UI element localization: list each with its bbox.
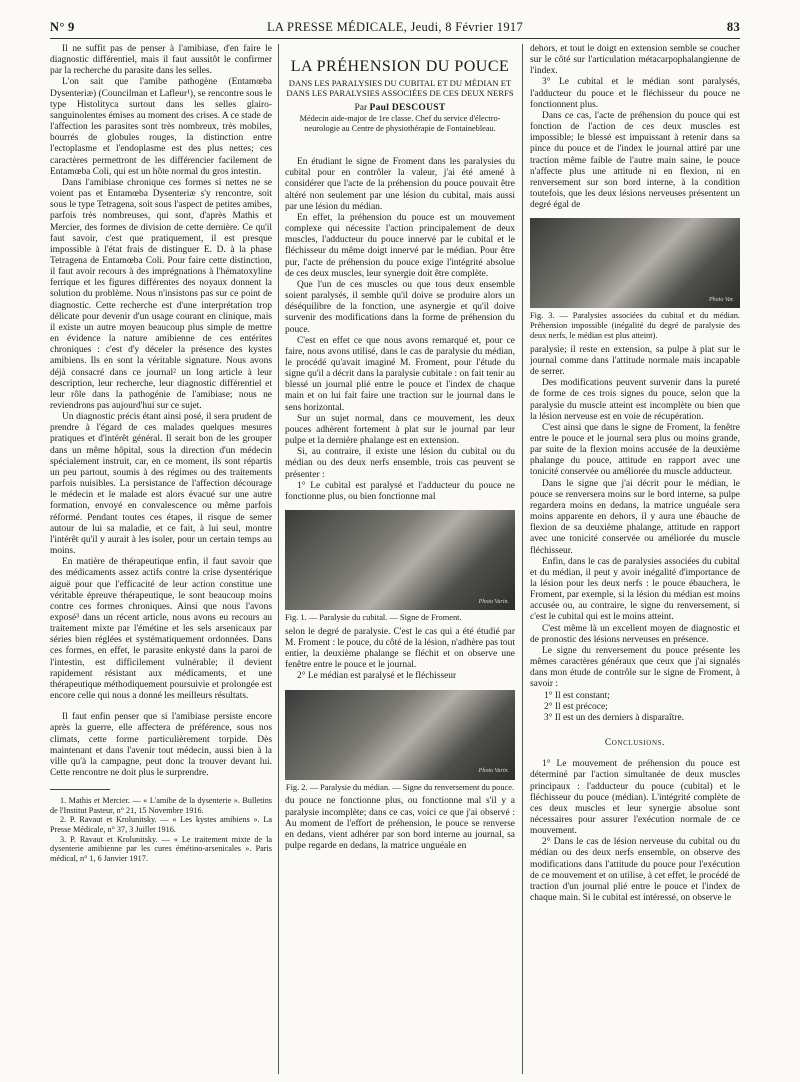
paragraph: C'est en effet ce que nous avons remarqué et, pour ce faire, nous avons utilisé, dans le cas de paralysie du médian, le procédé qu'avait imaginé M. Froment, pour l'étude du signe qu'il a décrit dans la paralysie cubitale : on fait tenir au blessé un journal plié entre le pouce et l'index de chaque main et on lui fait faire une traction sur le journal dans le sens horizontal. <box>285 335 515 413</box>
running-header <box>50 20 740 36</box>
paragraph: du pouce ne fonctionne plus, ou fonctionne mal s'il y a paralysie incomplète; dans ce cas, voici ce que j'ai observé : Au moment de l'effort de préhension, le pouce se renverse en dedans, vient adhérer par son bord interne au journal, sa pulpe regarde en dedans, la matrice unguéale en <box>285 796 515 851</box>
list-item: 1° Il est constant; <box>544 690 610 701</box>
paragraph: Des modifications peuvent survenir dans la pureté de forme de ces trois signes du pouce, selon que la paralysie du muscle atteint est incomplète ou bien que la lésion nerveuse est en voie de récupération. <box>530 378 740 422</box>
paragraph: Dans ce cas, l'acte de préhension du pouce qui est fonction de l'action de ces deux muscles est impossible; le blessé est impuissant à retenir dans sa pince du pouce et de l'index le journal attiré par une traction même faible de l'autre main saine, le pouce n'affecte plus une attitude ni en flexion, ni en renversement sur son bord interne, à la condition toutefois, que les deux lésions nerveuses présentent un degré égal de <box>530 110 740 211</box>
paragraph: C'est même là un excellent moyen de diagnostic et de pronostic des lésions nerveuses en présence. <box>530 623 740 645</box>
figure-3 <box>530 218 740 340</box>
paragraph: 1° Le mouvement de préhension du pouce est déterminé par l'action simultanée de deux muscles principaux : l'adducteur du pouce (cubital) et le fléchisseur du pouce (médian). L'intégrité complète de ces deux muscles et leur synergie absolue sont nécessaires pour assurer l'exécution normale de ce mouvement. <box>530 759 740 837</box>
paragraph: En étudiant le signe de Froment dans les paralysies du cubital pour en contrôler la valeur, j'ai été amené à considérer que l'acte de la préhension du pouce pouvait être altéré non seulement par une lésion du cubital, mais aussi par une lésion du médian. <box>285 157 515 212</box>
figure-1-caption: Fig. 1. — Paralysie du cubital. — Signe de Froment. <box>285 613 462 622</box>
figure-2 <box>285 690 515 793</box>
footnote: 1. Mathis et Mercier. — « L'amibe de la dysenterie ». Bulletins de l'Institut Pasteur, n° 21, 15 Novembre 1916. <box>50 796 272 815</box>
paragraph: Si, au contraire, il existe une lésion du cubital ou du médian ou des deux nerfs ensemble, trois cas peuvent se présenter : <box>285 447 515 480</box>
column-rule-1 <box>278 44 279 1074</box>
paragraph: C'est ainsi que dans le signe de Froment, la fenêtre entre le pouce et le journal sera plus ou moins grande, par suite de la flexion moins accusée de la deuxième phalange du pouce, attitude en rapport avec une tonicité conservée ou améliorée du muscle adducteur. <box>530 422 740 478</box>
footnote: 2. P. Ravaut et Krolunitsky. — « Les kystes amibiens ». La Presse Médicale, n° 37, 3 Juillet 1916. <box>50 815 272 834</box>
header-rule <box>50 38 740 39</box>
issue-number: N° 9 <box>50 20 75 34</box>
figure-3-caption: Fig. 3. — Paralysies associées du cubital et du médian. Préhension impossible (inégalité du degré de paralysie des deux nerfs, le médian est plus atteint). <box>530 311 740 340</box>
paragraph: Dans l'amibiase chronique ces formes si nettes ne se voient pas et Entamœba Dysenteriæ s'y rencontre, soit sous le type Tetragena, soit sous l'aspect de petites amibes, parfois très nombreuses, qui sont, d'après Mathis et Mercier, des formes de division de cette dernière. Ce qu'il faut savoir, c'est que pratiquement, il est presque impossible à l'état frais de distinguer E. D. à la phase Tetragena de Entamœba Coli. Pour faire cette distinction, il faut avoir recours à des imprégnations à l'hématoxyline ferrique et les figures différentes des noyaux donnent la solution du problème. Nous n'insistons pas sur ce point de diagnostic. Cette recherche est d'une interprétation trop délicate pour devenir d'un usage courant en clinique, mais il existe un autre moyen beaucoup plus simple de mettre en évidence la nature amibienne de ces entérites chroniques : c'est d'y déceler la présence des kystes amibiens. Ils en sont la véritable signature. Nous avons déjà consacré dans ce journal² un long article à leur description, leur recherche, leur diagnostic différentiel et leur rôle dans la pathogénie de l'amibiase; nous ne reviendrons pas aujourd'hui sur ce sujet. <box>50 177 272 411</box>
paragraph: 1° Le cubital est paralysé et l'adducteur du pouce ne fonctionne plus, ou bien fonctionne mal <box>285 480 515 502</box>
figure-1 <box>285 510 515 623</box>
paragraph: selon le degré de paralysie. C'est le cas qui a été étudié par M. Froment : le pouce, du côté de la lésion, n'adhère pas tout entier, la deuxième phalange se fléchit et on observe une fenêtre entre le pouce et le journal. <box>285 626 515 671</box>
paragraph: paralysie; il reste en extension, sa pulpe à plat sur le journal comme dans l'attitude normale mais incapable de serrer. <box>530 344 740 378</box>
footnote: 3. P. Ravaut et Krolunitsky. — « Le traitement mixte de la dysenterie amibienne par les cures émétino-arsenicales ». Paris médical, n° 1, 6 Janvier 1917. <box>50 834 272 863</box>
conclusions-heading: Conclusions. <box>604 738 666 749</box>
paragraph: Un diagnostic précis étant ainsi posé, il sera prudent de prendre à l'égard de ces malades quelques mesures pratiques et d'intérêt général. Il serait bon de les grouper dans un même hôpital, sous la direction d'un médecin spécialement instruit, car, en ce moment, ils sont répartis un peu partout, soumis à des régimes ou des traitements parfois nuisibles. La persistance de l'affection décourage le médecin et le malade est alors évacué sur une autre formation, envoyé en convalescence ou même parfois réformé. Pendant toutes ces étapes, il risque de semer autour de lui sa maladie, et ce fait, à lui seul, montre l'intérêt qu'il y aurait à les isoler, pour un certain temps au moins. <box>50 412 272 557</box>
paragraph: L'on sait que l'amibe pathogène (Entamœba Dysenteriæ) (Councilman et Lafleur¹), se rencontre sous le type Histolityca surtout dans les selles glairo-sanguinolentes émises au moment des crises. A ce stade de l'affection les parasites sont très nombreux, très mobiles, bourrés de globules rouges, la distinction entre l'ectoplasme et l'endoplasme est des plus nettes; ces caractères permettront de les différencier facilement de Entamœba Coli, qui est un hôte normal du gros intestin. <box>50 77 272 177</box>
column-rule-2 <box>522 44 523 1074</box>
paragraph: En effet, la préhension du pouce est un mouvement complexe qui nécessite l'action principalement de deux muscles, l'adducteur du pouce innervé par le cubital et le fléchisseur du même doigt innervé par le médian. Pour être pur, l'acte de préhension du pouce exige l'intégrité absolue de ces deux muscles, leur synergie doit être complète. <box>285 212 515 279</box>
byline: Par Paul DESCOUST <box>354 103 446 113</box>
column-2 <box>285 44 515 1074</box>
page-number: 83 <box>726 20 740 34</box>
list-item: 2° Il est précoce; <box>544 701 608 712</box>
paragraph: Il faut enfin penser que si l'amibiase persiste encore après la guerre, elle affectera de préférence, sous nos climats, cette forme particulièrement torpide. Dès maintenant et dans l'avenir tout médecin, aussi bien à la ville qu'à la campagne, peut donc la trouver devant lui. Cette rencontre ne doit plus le surprendre. <box>50 712 272 778</box>
paragraph: Il ne suffit pas de penser à l'amibiase, d'en faire le diagnostic différentiel, mais il faut aussitôt le confirmer par la recherche du parasite dans les selles. <box>50 44 272 77</box>
author-affiliation: Médecin aide-major de 1re classe. Chef du service d'électro-neurologie au Centre de physiothérapie de Fontainebleau. <box>299 114 501 133</box>
list-item: 3° Il est un des derniers à disparaître. <box>544 712 685 723</box>
article-subtitle: DANS LES PARALYSIES DU CUBITAL ET DU MÉDIAN ET DANS LES PARALYSIES ASSOCIÉES DE CES DEUX NERFS <box>286 78 514 98</box>
photo-credit: Photo Var. <box>708 297 734 304</box>
figure-2-photo <box>285 690 515 780</box>
figure-3-photo <box>530 218 740 308</box>
sign-properties-list <box>530 691 740 724</box>
footnote-rule <box>50 789 110 790</box>
column-3 <box>530 44 740 1074</box>
figure-2-caption: Fig. 2. — Paralysie du médian. — Signe du renversement du pouce. <box>285 782 515 792</box>
paragraph: 2° Dans le cas de lésion nerveuse du cubital ou du médian ou des deux nerfs ensemble, on observe des modifications dans l'attitude du pouce pour l'exécution de ce mouvement et on utilise, à cet effet, le procédé de traction d'un journal plié entre le pouce et l'index de chaque main. Si le cubital est intéressé, on observe le <box>530 837 740 904</box>
paragraph: Que l'un de ces muscles ou que tous deux ensemble soient paralysés, il semble qu'il doive se produire alors un déséquilibre de la fonction, une asynergie et qu'il doive survenir des modifications dans la forme de préhension du pouce. <box>285 279 515 335</box>
photo-credit: Photo Varin. <box>478 598 509 605</box>
author-name: Paul DESCOUST <box>369 103 446 113</box>
paragraph: Sur un sujet normal, dans ce mouvement, les deux pouces adhèrent fortement à plat sur le journal par leur pulpe et la dernière phalange est en extension. <box>285 413 515 447</box>
paragraph: Le signe du renversement du pouce présente les mêmes caractères généraux que ceux que j'ai signalés dans mon étude de contrôle sur le signe de Froment, à savoir : <box>530 645 740 690</box>
paragraph: 2° Le médian est paralysé et le fléchisseur <box>297 671 457 682</box>
paragraph: 3° Le cubital et le médian sont paralysés, l'adducteur du pouce et le fléchisseur du pouce ne fonctionnent plus. <box>530 77 740 110</box>
paragraph: dehors, et tout le doigt en extension semble se coucher sur le côté sur l'articulation métacarpophalangienne de l'index. <box>530 44 740 77</box>
article-title: LA PRÉHENSION DU POUCE <box>290 58 510 75</box>
journal-title: LA PRESSE MÉDICALE, Jeudi, 8 Février 1917 <box>266 20 524 34</box>
paragraph: En matière de thérapeutique enfin, il faut savoir que des médicaments assez actifs contre la crise dysentérique aiguë pour que l'efficacité de leur action constitue une véritable épreuve thérapeutique, le sont beaucoup moins contre ces formes chroniques. Ainsi que nous l'avons exposé³ dans un récent article, nous avons eu recours au traitement mixte par l'émétine et les sels arsenicaux par séries bien réglées et systématiquement ordonnées. Dans ces formes, en effet, le parasite enkysté dans la paroi de l'intestin, est difficilement vulnérable; il devient rapidement résistant aux médicaments, et une thérapeutique méthodiquement poursuivie et prolongée est encore celle qui nous a donné les meilleurs résultats. <box>50 557 272 702</box>
column-1 <box>50 44 272 1074</box>
figure-1-photo <box>285 510 515 610</box>
photo-credit: Photo Varin. <box>478 768 509 775</box>
paragraph: Enfin, dans le cas de paralysies associées du cubital et du médian, il peut y avoir inégalité d'importance de la lésion pour les deux nerfs : le pouce ébauchera, le Froment, par exemple, si la lésion du médian est moins accusée ou, au contraire, le signe du renversement, si c'est le cubital qui est le moins atteint. <box>530 556 740 623</box>
paragraph: Dans le signe que j'ai décrit pour le médian, le pouce se renversera moins sur le bord interne, sa pulpe regardera moins en dedans, la matrice unguéale sera moins apparente en dehors, il y aura une ébauche de flexion de sa deuxième phalange, attitude en rapport avec une tonicité conservée ou améliorée du muscle fléchisseur. <box>530 478 740 556</box>
